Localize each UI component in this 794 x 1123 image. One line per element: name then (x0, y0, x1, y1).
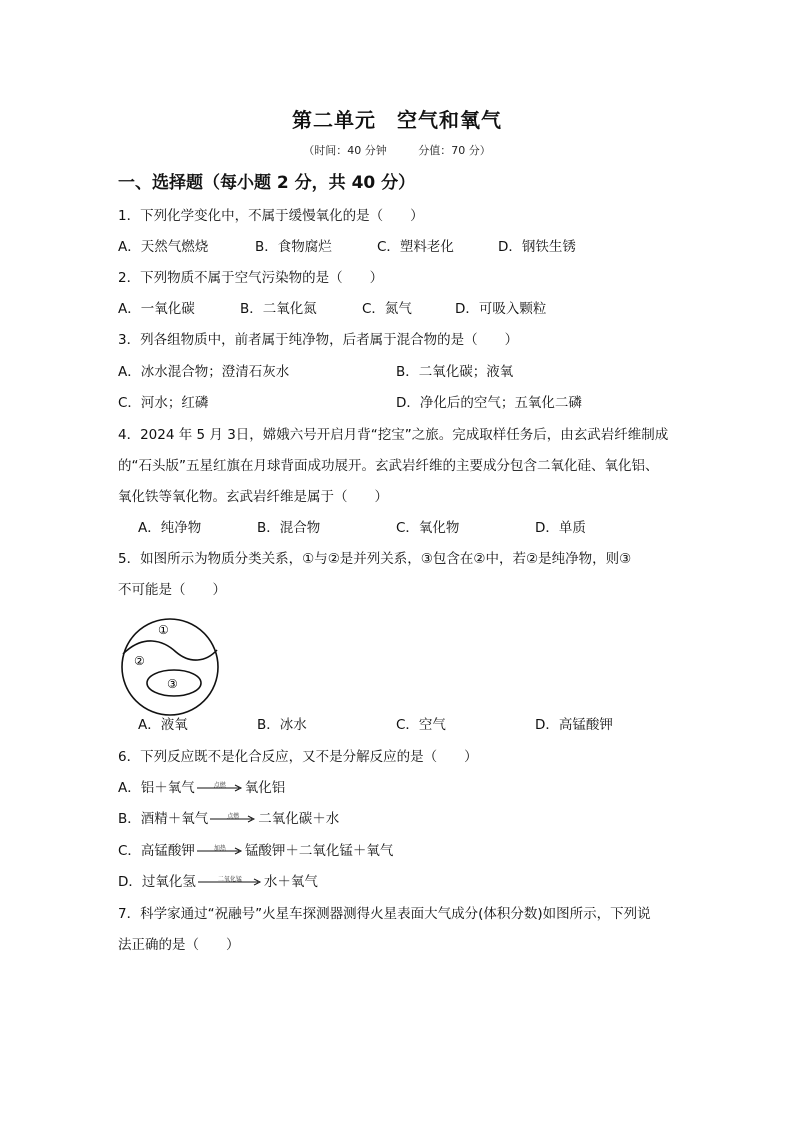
q6-option-d[interactable] (118, 872, 318, 892)
exam-info (0, 142, 794, 158)
q6-option-a[interactable] (118, 778, 285, 798)
q3-option-b[interactable]: B．二氧化碳；液氧 (396, 364, 514, 380)
reaction-arrow-icon (197, 781, 243, 795)
q1-option-b[interactable]: B．食物腐烂 (255, 239, 332, 255)
q5-option-b[interactable]: B．冰水 (257, 717, 307, 733)
q5-option-a[interactable]: A．液氧 (138, 717, 188, 733)
q4-option-b[interactable]: B．混合物 (257, 520, 321, 536)
reaction-arrow-icon (210, 812, 256, 826)
q6-a-reactants: A．铝＋氧气 (118, 780, 195, 796)
circle-diagram (118, 612, 222, 722)
question-4-line-1: 4．2024 年 5 月 3日，嫦娥六号开启月背“挖宝”之旅。完成取样任务后，由玄武岩纤维制成 (118, 427, 669, 443)
reaction-arrow-icon (197, 844, 243, 858)
q6-d-reactants: D．过氧化氢 (118, 874, 196, 890)
question-7-line-1: 7．科学家通过“祝融号”火星车探测器测得火星表面大气成分(体积分数)如图所示，下列说 (118, 906, 651, 922)
question-3-stem: 3．列各组物质中，前者属于纯净物，后者属于混合物的是（ ） (118, 332, 519, 348)
reaction-arrow-icon (198, 875, 262, 889)
q6-d-products: 水＋氧气 (263, 874, 318, 890)
question-6-stem: 6．下列反应既不是化合反应，又不是分解反应的是（ ） (118, 749, 478, 765)
q6-option-c[interactable] (118, 841, 393, 861)
question-5-line-2: 不可能是（ ） (118, 582, 226, 598)
question-4-line-3: 氧化铁等氧化物。玄武岩纤维是属于（ ） (118, 489, 388, 505)
label-3: ③ (167, 677, 178, 691)
classification-diagram (118, 612, 222, 726)
time-limit: （时间：40 分钟 (303, 144, 387, 157)
reaction-condition: 点燃 (227, 813, 240, 820)
question-2-stem: 2．下列物质不属于空气污染物的是（ ） (118, 270, 384, 286)
q6-b-products: 二氧化碳＋水 (258, 811, 340, 827)
q1-option-a[interactable]: A．天然气燃烧 (118, 239, 209, 255)
q6-a-products: 氧化铝 (244, 780, 286, 796)
q3-option-a[interactable]: A．冰水混合物；澄清石灰水 (118, 364, 290, 380)
q6-b-reactants: B．酒精＋氧气 (118, 811, 209, 827)
question-1-stem: 1．下列化学变化中，不属于缓慢氧化的是（ ） (118, 208, 424, 224)
page-title: 第二单元 空气和氧气 (292, 108, 502, 132)
q2-option-b[interactable]: B．二氧化氮 (240, 301, 317, 317)
q6-option-b[interactable] (118, 809, 339, 829)
label-2: ② (134, 654, 145, 668)
q2-option-d[interactable]: D．可吸入颗粒 (455, 301, 547, 317)
q3-option-d[interactable]: D．净化后的空气；五氧化二磷 (396, 395, 582, 411)
question-5-line-1: 5．如图所示为物质分类关系，①与②是并列关系，③包含在②中，若②是纯净物，则③ (118, 551, 632, 567)
q6-c-products: 锰酸钾＋二氧化锰＋氧气 (244, 843, 394, 859)
question-7-line-2: 法正确的是（ ） (118, 937, 240, 953)
q1-option-c[interactable]: C．塑料老化 (377, 239, 454, 255)
question-4-line-2: 的“石头版”五星红旗在月球背面成功展开。玄武岩纤维的主要成分包含二氧化硅、氧化铝、 (118, 458, 659, 474)
q4-option-a[interactable]: A．纯净物 (138, 520, 202, 536)
q3-option-c[interactable]: C．河水；红磷 (118, 395, 209, 411)
q5-option-d[interactable]: D．高锰酸钾 (535, 717, 613, 733)
q5-option-c[interactable]: C．空气 (396, 717, 446, 733)
section-heading: 一、选择题（每小题 2 分，共 40 分） (118, 173, 416, 193)
q2-option-c[interactable]: C．氮气 (362, 301, 412, 317)
reaction-condition: 二氧化锰 (217, 876, 242, 883)
q4-option-c[interactable]: C．氧化物 (396, 520, 460, 536)
q1-option-d[interactable]: D．钢铁生锈 (498, 239, 576, 255)
label-1: ① (158, 623, 169, 637)
q6-c-reactants: C．高锰酸钾 (118, 843, 195, 859)
reaction-condition: 点燃 (213, 782, 226, 789)
q2-option-a[interactable]: A．一氧化碳 (118, 301, 195, 317)
q4-option-d[interactable]: D．单质 (535, 520, 586, 536)
reaction-condition: 加热 (213, 845, 226, 852)
total-score: 分值：70 分） (418, 144, 491, 157)
